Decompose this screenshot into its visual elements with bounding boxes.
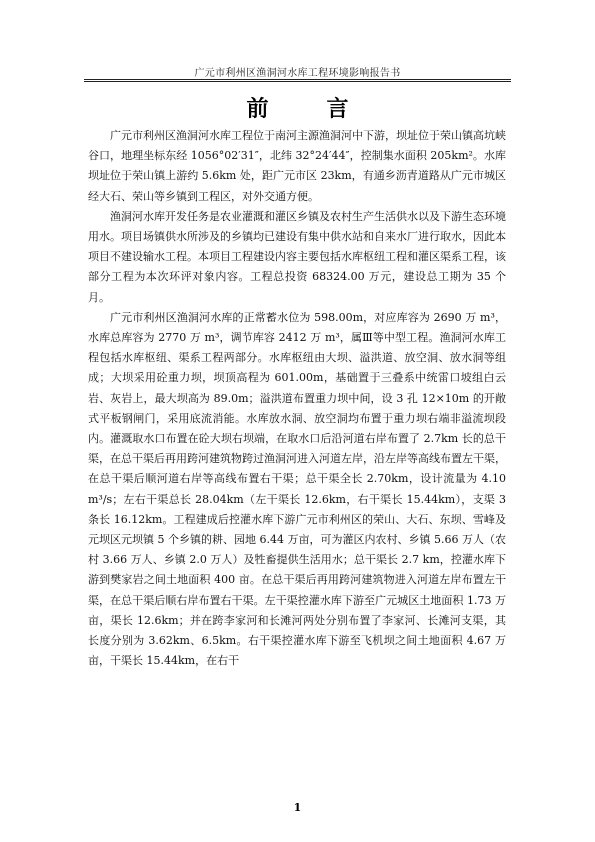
header-rule-secondary <box>84 81 511 82</box>
paragraph-location: 广元市利州区渔洞河水库工程位于南河主源渔洞河中下游，坝址位于荣山镇高坑峡谷口，地理坐标东经 1056°02′31″，北纬 32°24′44″，控制集水面积 205km²。水库坝址位于荣山镇上游约 5.6km 处，距广元市区 23km，有通乡沥青道路从广元市城区经大石、荣山等乡镇到工程区，对外交通方便。 <box>88 129 506 203</box>
header-rule <box>84 79 511 80</box>
paragraph-purpose: 渔洞河水库开发任务是农业灌溉和灌区乡镇及农村生产生活供水以及下游生态环境用水。项目场镇供水所涉及的乡镇均已建设有集中供水站和自来水厂进行取水，因此本项目不建设输水工程。本项目工程建设内容主要包括水库枢纽工程和灌区渠系工程，该部分工程为本次环评对象内容。工程总投资 68324.00 万元，建设总工期为 35 个月。 <box>88 209 506 304</box>
page-number: 1 <box>293 801 302 814</box>
page-title: 前 言 <box>246 96 367 122</box>
paragraph-engineering: 广元市利州区渔洞河水库的正常蓄水位为 598.00m，对应库容为 2690 万 m³，水库总库容为 2770 万 m³，调节库容 2412 万 m³，属Ⅲ等中型工程。渔洞河水库工程包括水库枢纽、渠系工程两部分。水库枢纽由大坝、溢洪道、放空洞、放水洞等组成；大坝采用砼重力坝，坝顶高程为 601.00m，基础置于三叠系中统雷口坡组白云岩、灰岩上，最大坝高为 89.0m；溢洪道布置重力坝中间，设 3 孔 12×10m 的开敞式平板钢闸门，采用底流消能。水库放水洞、放空洞均布置于重力坝右端非溢流坝段内。灌溉取水口布置在砼大坝右坝端，在取水口后沿河道右岸布置了 2.7km 长的总干渠，在总干渠后再用跨河建筑物跨过渔洞河进入河道左岸，沿左岸等高线布置左干渠，在总干渠后顺河道右岸等高线布置右干渠；总干渠全长 2.70km，设计流量为 4.10 m³/s；左右干渠总长 28.04km（左干渠长 12.6km，右干渠长 15.44km），支渠 3 条长 16.12km。工程建成后控灌水库下游广元市利州区的荣山、大石、东坝、雪峰及元坝区元坝镇 5 个乡镇的耕、园地 6.44 万亩，可为灌区内农村、乡镇 5.66 万人（农村 3.66 万人、乡镇 2.0 万人）及牲畜提供生活用水；总干渠长 2.7 km，控灌水库下游到樊家岩之间土地面积 400 亩。在总干渠后再用跨河建筑物进入河道左岸布置左干渠，在总干渠后顺右岸布置右干渠。左干渠控灌水库下游至广元城区土地面积 1.73 万亩，渠长 12.6km；并在跨李家河和长滩河两处分别布置了李家河、长滩河支渠，其长度分别为 3.62km、6.5km。右干渠控灌水库下游至飞机坝之间土地面积 4.67 万亩，干渠长 15.44km，在右干 <box>88 310 506 668</box>
body-text <box>88 126 506 671</box>
running-header: 广元市利州区渔洞河水库工程环境影响报告书 <box>194 68 401 79</box>
